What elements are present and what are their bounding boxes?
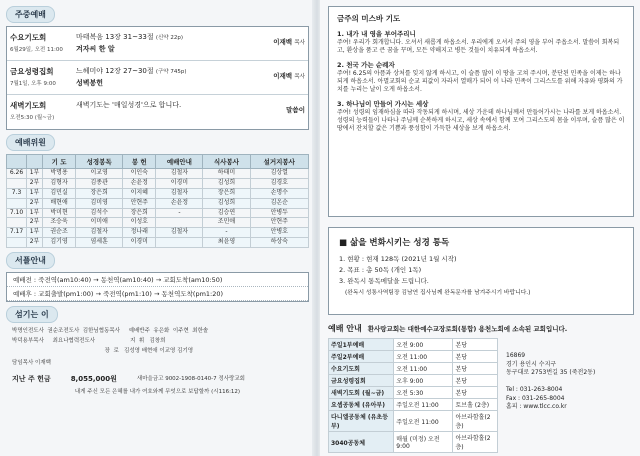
duty-cell: 장은희: [203, 188, 250, 198]
services-box: [6, 26, 309, 130]
schedule-cell: 금요성령집회: [329, 375, 394, 387]
schedule-row: [329, 351, 498, 363]
schedule-row: [329, 411, 498, 432]
prayer-box: [328, 6, 634, 217]
duty-cell: -: [203, 228, 250, 238]
scripture-page: (신약 22p): [155, 35, 183, 41]
duty-cell: 염세훈: [76, 238, 123, 248]
schedule-row: [329, 387, 498, 399]
prayer-title: 금주의 미스바 기도: [337, 14, 401, 23]
schedule-cell: 토브홀 (2층): [453, 399, 498, 411]
duty-cell: 김형자: [43, 178, 76, 188]
sermon-title: 성벽봉헌: [76, 79, 104, 87]
scripture: 새벽기도는 '매일성경'으로 합니다.: [76, 101, 182, 109]
offering-amount: 8,055,000원: [70, 375, 117, 384]
offering-label: 지난 주 헌금: [12, 375, 51, 384]
duty-cell: [7, 238, 27, 248]
duty-cell: 김성희: [203, 198, 250, 208]
schedule-cell: 오전 11:00: [394, 363, 453, 375]
service-leader: 말씀이: [286, 106, 305, 114]
prayer-text: 주여! 우리가 회개합니다. 오셔서 새롭게 하옵소서. 우리에게 오셔서 주의 영을 부어 주옵소서. 말씀이 회복되고, 환상을 품고 큰 꿈을 꾸며, 모든 약해지고 병든 것들이 치유되게 하옵소서.: [337, 38, 620, 54]
scripture: 마태복음 13장 31~33절: [76, 33, 156, 41]
left-page: [0, 0, 315, 456]
service-row: [7, 95, 308, 129]
schedule-row: [329, 375, 498, 387]
duty-cell: 박미현: [43, 208, 76, 218]
schedule-cell: 주일1부예배: [329, 339, 394, 351]
shuttle-title: 서플안내: [6, 252, 55, 269]
schedule-cell: 본당: [453, 351, 498, 363]
bible-line: (완독시 성통사역팀장 김남연 집사님께 완독문자를 남겨주시기 바랍니다.): [345, 290, 531, 296]
prayer-items: [337, 30, 625, 133]
tel: Tel : 031-263-8004: [506, 386, 563, 394]
duty-cell: 김철자: [76, 228, 123, 238]
service-leader: 이재백 목사: [273, 72, 305, 80]
duty-cell: 조민애: [203, 218, 250, 228]
service-name: 수요기도회 6월29일, 오전 11:00: [7, 27, 73, 60]
duty-cell: 2부: [27, 178, 43, 188]
duty-header: 설거지봉사: [250, 155, 308, 169]
zip: 16869: [506, 352, 526, 359]
duty-cell: 손윤정: [123, 178, 156, 188]
servants-line: 박명인전도사 권순조전도사 김한님협동목사 예배반주 유은화 이주현 최한솔: [12, 328, 209, 335]
duty-cell: 김성희: [203, 178, 250, 188]
servants-list: [6, 326, 309, 368]
duty-cell: 손윤정: [156, 198, 203, 208]
shuttle-box: [6, 272, 309, 302]
service-text: [73, 61, 242, 94]
offering-footer: [6, 374, 309, 395]
duty-row: [7, 198, 309, 208]
duty-cell: 김석수: [76, 208, 123, 218]
schedule-cell: 주일오전 11:00: [394, 411, 453, 432]
servants-line: 박덕용부목사 최요나협력전도사 지 휘 김창희: [12, 338, 166, 345]
schedule-cell: 오후 9:00: [394, 375, 453, 387]
duty-cell: [7, 178, 27, 188]
duty-cell: 7.10: [7, 208, 27, 218]
duty-cell: 장은희: [123, 208, 156, 218]
schedule-row: [329, 432, 498, 453]
bank-account: 새마을금고 9002-1908-0140-7 정사랑교회: [136, 376, 245, 383]
duty-cell: 안병두: [250, 208, 308, 218]
duty-cell: 김온순: [250, 198, 308, 208]
duty-row: [7, 178, 309, 188]
duty-cell: 손명수: [250, 188, 308, 198]
servants-title: 섬기는 이: [6, 306, 58, 323]
duty-cell: 1부: [27, 169, 43, 179]
service-time: 오전5:30 (월~금): [10, 115, 55, 121]
prayer-heading: 3. 하나님이 만들어 가시는 세상: [337, 100, 429, 108]
duty-cell: 안현주: [123, 198, 156, 208]
bible-line: 2. 목표 : 총 50독 (개인 1독): [339, 266, 422, 274]
duty-cell: 이성호: [123, 218, 156, 228]
right-page: [320, 0, 640, 456]
duty-cell: 정나래: [123, 228, 156, 238]
duty-title: 예배위원: [6, 134, 55, 151]
bible-reading-box: [328, 227, 634, 315]
prayer-text: 주여! 6.25의 아픔과 상처를 잊지 않게 하시고, 이 슬픔 많이 이 땅을 고쳐 주시며, 분단된 민족을 이제는 하나되게 하옵소서. 아멸교회의 순교 피값이 자라서 열매가 되어 이 나라 민족이 그리스도를 위해 자유와 평화의 가치를 누리는 날이 오게 하옵소서.: [337, 69, 623, 93]
duty-cell: 이경미: [156, 178, 203, 188]
duty-cell: 2부: [27, 218, 43, 228]
duty-header: 기 도: [43, 155, 76, 169]
footer-verse: 내게 주신 모든 은혜를 내가 여호와께 무엇으로 보답할까 (시116:12): [74, 389, 241, 396]
bible-line: 1. 현황 : 현재 128독 (2021년 1월 시작): [339, 255, 457, 263]
schedule-cell: 다니엘공동체 (유초등부): [329, 411, 394, 432]
scripture-page: (구약 745p): [155, 69, 187, 75]
service-name: 새벽기도회 오전5:30 (월~금): [7, 95, 73, 129]
bible-line: 3. 완독시 통독메달을 드립니다.: [339, 277, 429, 285]
shuttle-line-before: 예배전 : 죽전역(am10:40) → 동천역(am10:40) → 교회도착(am10:50): [7, 273, 308, 287]
duty-row: [7, 218, 309, 228]
duty-cell: 1부: [27, 208, 43, 218]
duty-header: [27, 155, 43, 169]
duty-cell: 김미영: [76, 198, 123, 208]
duty-cell: 이미애: [76, 218, 123, 228]
duty-row: [7, 238, 309, 248]
sermon-title: 겨자씨 한 알: [76, 45, 115, 53]
duty-cell: 박명용: [43, 169, 76, 179]
service-time: 6월29일, 오전 11:00: [10, 47, 63, 53]
duty-cell: 2부: [27, 238, 43, 248]
scripture: 느헤미야 12장 27~30절: [76, 67, 156, 75]
worship-info-subtitle: 환사랑교회는 대한예수교장로회(통합) 용천노회에 소속된 교회입니다.: [367, 325, 568, 333]
duty-header: 식사봉사: [203, 155, 250, 169]
schedule-row: [329, 399, 498, 411]
schedule-cell: 본당: [453, 339, 498, 351]
duty-cell: 이지혜: [123, 188, 156, 198]
duty-cell: 김상열: [250, 169, 308, 179]
prayer-text: 주여! 성령의 임재하심을 따라 작동되게 하시며, 세상 가운데 하나님께서 만들어가시는 나라를 보게 하옵소서. 성령의 능력들이 나타나 주님께 순복하게 하시고, 세상 속에서 함께 모여 그리스도의 몸을 이루며, 슬픔 많은 이 땅에서 잔치할 값은 기쁨과 풍성함이 가득한 세상을 보게 하옵소서.: [337, 108, 625, 132]
prayer-item: [337, 100, 625, 133]
duty-cell: 하상숙: [250, 238, 308, 248]
duty-cell: 이경미: [123, 238, 156, 248]
leader-role: 목사: [294, 74, 305, 80]
duty-cell: 안병호: [250, 228, 308, 238]
duty-row: [7, 169, 309, 179]
duty-cell: 이교영: [76, 169, 123, 179]
schedule-cell: 아브라함홀(2층): [453, 432, 498, 453]
schedule-row: [329, 363, 498, 375]
schedule-table: [328, 338, 498, 453]
duty-cell: 6.26: [7, 169, 27, 179]
duty-table: [6, 154, 309, 248]
service-leader: 이재백 목사: [273, 38, 305, 46]
duty-header-row: [7, 155, 309, 169]
church-address: [506, 352, 595, 453]
duty-header: 성경봉독: [76, 155, 123, 169]
duty-cell: 김승연: [203, 208, 250, 218]
shuttle-line-after: 예배후 : 교회출발(pm1:00) → 죽전역(pm1:10) → 동천역도착(pm1:20): [7, 287, 308, 301]
schedule-cell: 오전 5:30: [394, 387, 453, 399]
servants-section: [6, 306, 309, 368]
duty-cell: 조승욱: [43, 218, 76, 228]
website: 홈피 : www.tlcc.co.kr: [506, 403, 567, 411]
duty-cell: 김기영: [43, 238, 76, 248]
leader-role: 목사: [294, 40, 305, 46]
duty-section: [6, 134, 309, 248]
service-text: [73, 95, 242, 129]
schedule-cell: 수요기도회: [329, 363, 394, 375]
duty-row: [7, 228, 309, 238]
fax: Fax : 031-265-8004: [506, 394, 565, 402]
duty-header: 봉 헌: [123, 155, 156, 169]
schedule-cell: 본당: [453, 387, 498, 399]
duty-cell: 김경호: [250, 178, 308, 188]
address-line: 경기 용인시 수지구: [506, 360, 557, 368]
prayer-heading: 2. 천국 가는 순례자: [337, 60, 395, 69]
duty-cell: [7, 218, 27, 228]
duty-cell: [156, 218, 203, 228]
servants-line: 장 로 김성영 배현애 이교영 김기영: [12, 348, 194, 355]
schedule-cell: 오전 9:00: [394, 339, 453, 351]
duty-cell: 이인숙: [123, 169, 156, 179]
duty-cell: 김철자: [156, 228, 203, 238]
duty-header: 예배안내: [156, 155, 203, 169]
duty-cell: -: [156, 208, 203, 218]
duty-cell: 안현주: [250, 218, 308, 228]
duty-cell: 배현애: [43, 198, 76, 208]
duty-cell: 김철자: [156, 188, 203, 198]
schedule-cell: 주일2부예배: [329, 351, 394, 363]
schedule-cell: 매월 (미정) 오전 9:00: [394, 432, 453, 453]
duty-cell: 최윤영: [203, 238, 250, 248]
duty-cell: 1부: [27, 228, 43, 238]
duty-cell: 김종관: [76, 178, 123, 188]
duty-cell: [7, 198, 27, 208]
prayer-item: [337, 61, 625, 94]
duty-row: [7, 208, 309, 218]
service-time: 7월1일, 오후 9:00: [10, 81, 56, 87]
duty-cell: 7.17: [7, 228, 27, 238]
servants-line: 담임목사 이재백: [12, 360, 51, 367]
worship-info: [328, 323, 634, 453]
schedule-row: [329, 339, 498, 351]
duty-header: [7, 155, 27, 169]
duty-cell: 1부: [27, 188, 43, 198]
schedule-cell: 본당: [453, 363, 498, 375]
address-line: 동구대로 2753번길 35 (죽전2동): [506, 369, 596, 377]
schedule-cell: 요셉공동체 (유아부): [329, 399, 394, 411]
duty-cell: 장은희: [76, 188, 123, 198]
duty-cell: 권순조: [43, 228, 76, 238]
service-row: [7, 27, 308, 61]
duty-cell: 김철자: [156, 169, 203, 179]
schedule-cell: 본당: [453, 375, 498, 387]
prayer-item: [337, 30, 625, 55]
duty-cell: 김민실: [43, 188, 76, 198]
duty-row: [7, 188, 309, 198]
bible-reading-title: ■ 삶을 변화시키는 성경 통독: [339, 238, 450, 248]
prayer-heading: 1. 내가 내 영을 부어주리니: [337, 30, 416, 38]
service-text: [73, 27, 242, 60]
schedule-cell: 오전 11:00: [394, 351, 453, 363]
schedule-cell: 주일오전 11:00: [394, 399, 453, 411]
schedule-cell: 아브라함홀(2층): [453, 411, 498, 432]
service-name: 금요성령집회 7월1일, 오후 9:00: [7, 61, 73, 94]
duty-cell: [156, 238, 203, 248]
schedule-cell: 3040공동체: [329, 432, 394, 453]
duty-cell: 하태미: [203, 169, 250, 179]
weekday-services-title: 주중예배: [6, 6, 55, 23]
worship-info-title: 예배 안내: [328, 324, 362, 333]
service-row: [7, 61, 308, 95]
shuttle-section: [6, 252, 309, 302]
schedule-cell: 새벽기도회 (월~금): [329, 387, 394, 399]
duty-cell: 7.3: [7, 188, 27, 198]
duty-cell: 2부: [27, 198, 43, 208]
weekday-services-section: [6, 6, 309, 130]
